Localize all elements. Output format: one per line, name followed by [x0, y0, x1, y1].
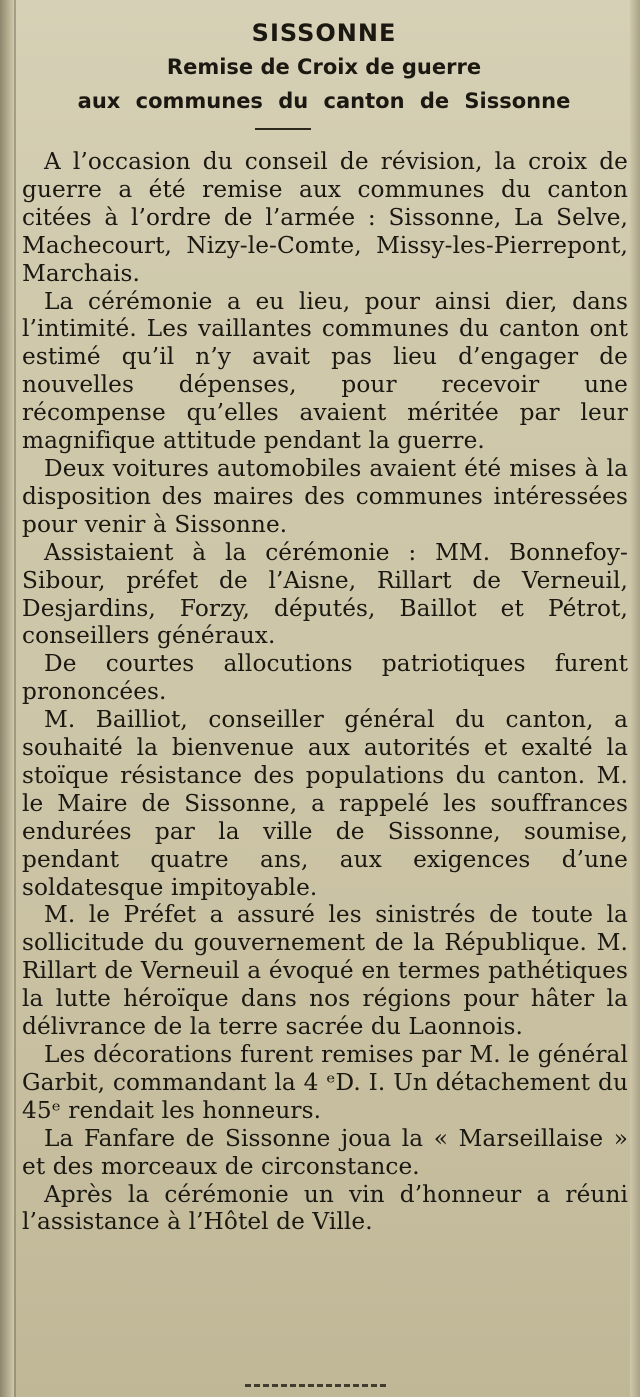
page-edge	[630, 0, 640, 1397]
paragraph: Les décorations furent remises par M. le général Garbit, commandant la 4 ᵉD. I. Un détachement du 45ᵉ rendait les honneurs.	[22, 1041, 628, 1124]
paragraph: Après la cérémonie un vin d’honneur a réuni l’assistance à l’Hôtel de Ville.	[22, 1180, 628, 1236]
paragraph: La Fanfare de Sissonne joua la « Marseillaise » et des morceaux de circonstance.	[22, 1124, 628, 1180]
paragraph: Assistaient à la cérémonie : MM. Bonnefoy-Sibour, préfet de l’Aisne, Rillart de Verneuil, Desjardins, Forzy, députés, Baillot et Pétrot, conseillers généraux.	[22, 538, 628, 650]
article-title: SISSONNE	[251, 19, 397, 47]
paragraph: De courtes allocutions patriotiques furent prononcées.	[22, 650, 628, 706]
end-separator	[245, 1384, 387, 1387]
paragraph: A l’occasion du conseil de révision, la croix de guerre a été remise aux communes du canton citées à l’ordre de l’armée : Sissonne, La Selve, Machecourt, Nizy-le-Comte, Missy-les-Pierrepont, Marchais.	[22, 148, 628, 287]
adjacent-column-strip	[0, 0, 14, 1397]
paragraph: M. le Préfet a assuré les sinistrés de toute la sollicitude du gouvernement de la République. M. Rillart de Verneuil a évoqué en termes pathétiques la lutte héroïque dans nos régions pour hâter la délivrance de la terre sacrée du Laonnois.	[22, 901, 628, 1041]
subtitle-underline	[255, 128, 311, 130]
paragraph: La cérémonie a eu lieu, pour ainsi dier, dans l’intimité. Les vaillantes communes du canton ont estimé qu’il n’y avait pas lieu d’engager de nouvelles dépenses, pour recevoir une récompense qu’elles avaient méritée par leur magnifique attitude pendant la guerre.	[22, 287, 628, 455]
article-header	[20, 18, 628, 118]
column-divider	[14, 0, 16, 1397]
article-body	[22, 148, 628, 1236]
paragraph: Deux voitures automobiles avaient été mises à la disposition des maires des communes intéressées pour venir à Sissonne.	[22, 454, 628, 538]
paragraph: M. Bailliot, conseiller général du canton, a souhaité la bienvenue aux autorités et exalté la stoïque résistance des populations du canton. M. le Maire de Sissonne, a rappelé les souffrances endurées par la ville de Sissonne, soumise, pendant quatre ans, aux exigences d’une soldatesque impitoyable.	[22, 706, 628, 901]
article-subtitle-line2: aux communes du canton de Sissonne	[77, 89, 571, 113]
article-subtitle-line1: Remise de Croix de guerre	[166, 55, 482, 79]
